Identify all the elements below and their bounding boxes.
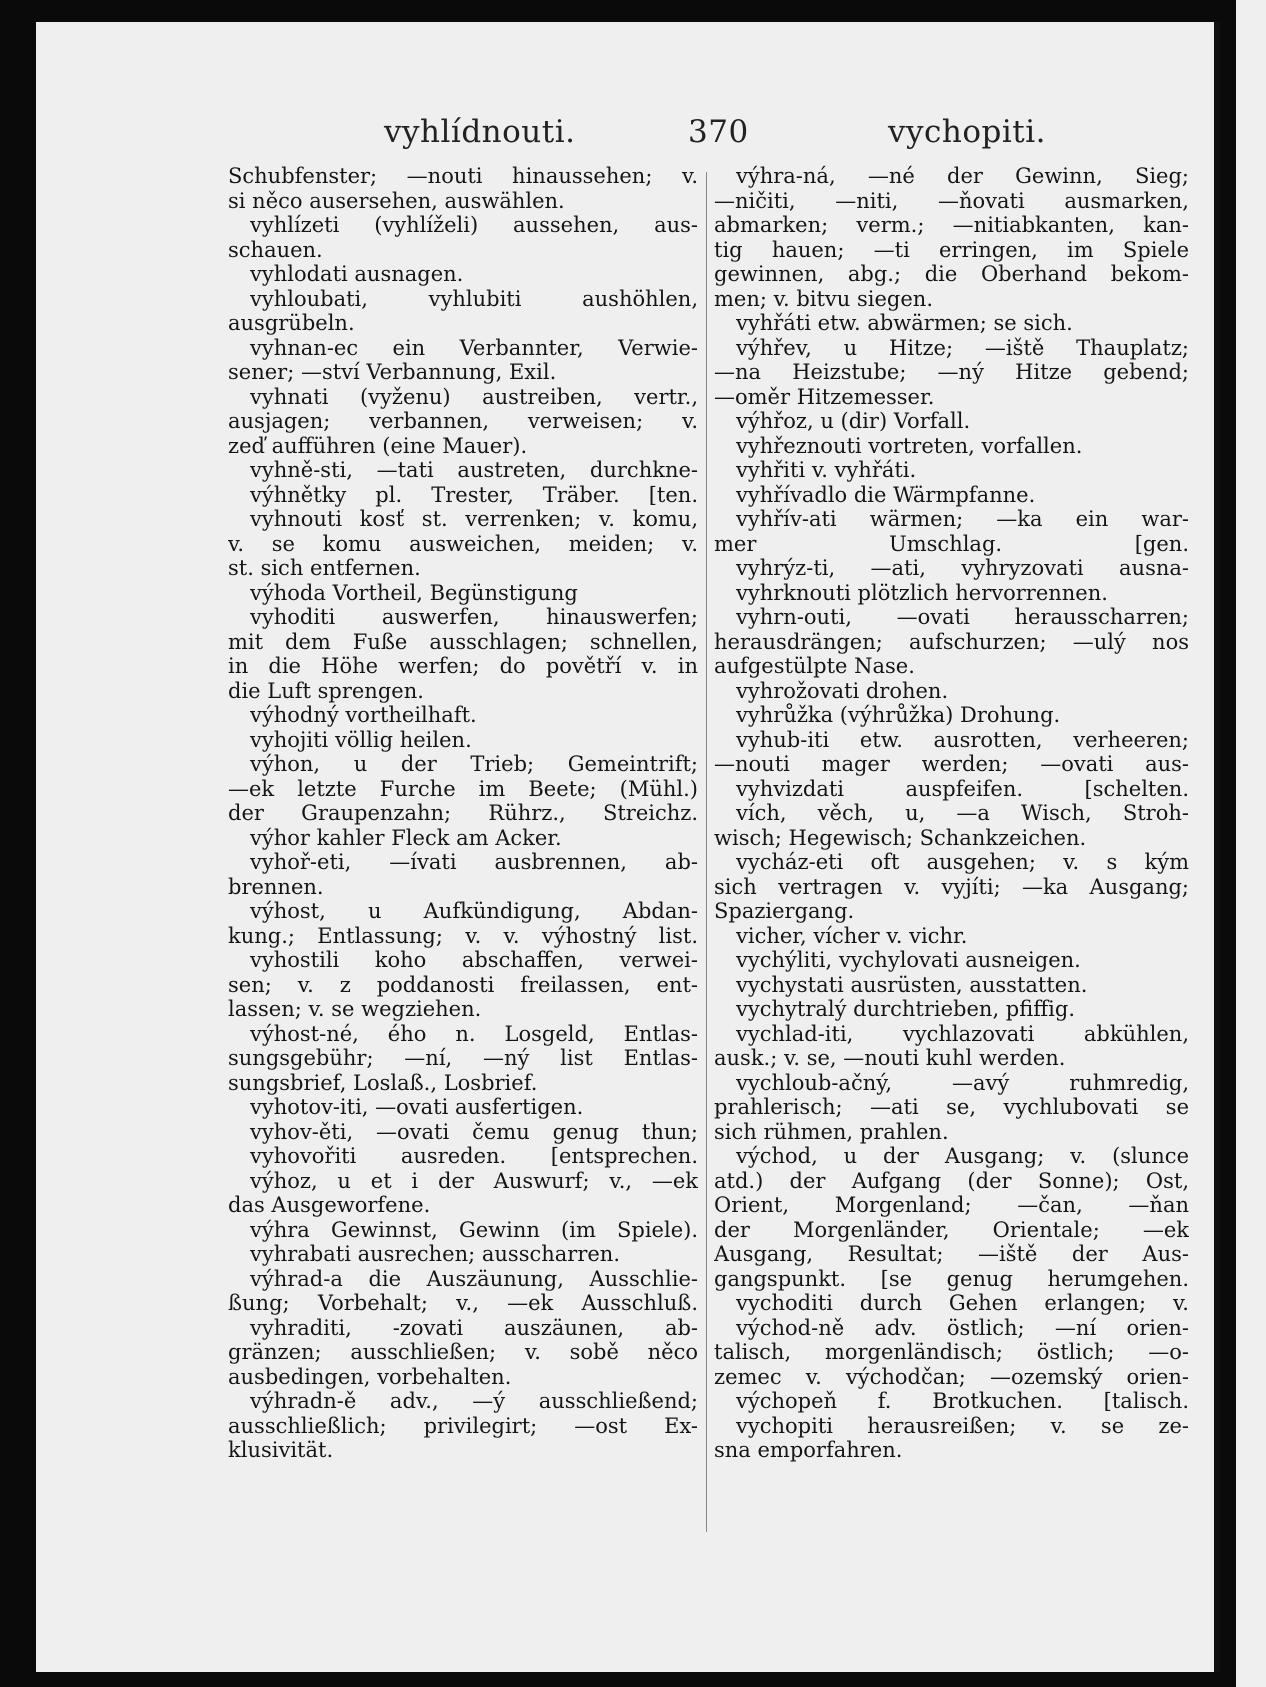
dictionary-line: vyhrabati ausrechen; ausscharren. — [250, 1242, 620, 1266]
dictionary-line: vyhrůžka (výhrůžka) Drohung. — [736, 703, 1061, 727]
dictionary-line: výchopeň f. Brotkuchen. [talisch. — [736, 1389, 1189, 1413]
dictionary-line: výhoda Vortheil, Begünstigung — [250, 580, 578, 605]
dictionary-line: —na Heizstube; —ný Hitze gebend; — [714, 360, 1189, 384]
dictionary-line: vychytralý durchtrieben, pfiffig. — [736, 997, 1075, 1021]
dictionary-line: vyhoř-eti, —ívati ausbrennen, ab- — [250, 850, 698, 874]
dictionary-line: vyhrknouti plötzlich hervorrennen. — [736, 580, 1108, 605]
dictionary-line: mit dem Fuße ausschlagen; schnellen, — [228, 629, 698, 654]
dictionary-line: der Graupenzahn; Rührz., Streichz. — [228, 801, 698, 825]
dictionary-line: výhost-né, ého n. Losgeld, Entlas- — [250, 1021, 698, 1046]
dictionary-line: vyhnati (vyženu) austreiben, vertr., — [250, 384, 698, 409]
dictionary-line: vyhřív-ati wärmen; —ka ein war- — [736, 507, 1189, 531]
left-column — [228, 164, 698, 1463]
dictionary-line: mer Umschlag. [gen. — [714, 531, 1189, 556]
dictionary-line: sen; v. z poddanosti freilassen, ent- — [228, 972, 698, 997]
dictionary-line: sungsgebühr; —ní, —ný list Entlas- — [228, 1046, 698, 1070]
left-guide-word: vyhlídnouti. — [384, 114, 576, 150]
dictionary-line: men; v. bitvu siegen. — [714, 286, 933, 311]
dictionary-line: v. se komu ausweichen, meiden; v. — [228, 531, 698, 556]
dictionary-line: vyhřáti etw. abwärmen; se sich. — [736, 311, 1073, 335]
dictionary-line: prahlerisch; —ati se, vychlubovati se — [714, 1095, 1189, 1119]
dictionary-line: ßung; Vorbehalt; v., —ek Ausschluß. — [228, 1291, 698, 1315]
dictionary-line: sener; —ství Verbannung, Exil. — [228, 360, 557, 384]
dictionary-line: výhost, u Aufkündigung, Abdan- — [250, 899, 698, 923]
dictionary-line: sungsbrief, Loslaß., Losbrief. — [228, 1070, 538, 1095]
dictionary-line: výhřev, u Hitze; —iště Thauplatz; — [736, 335, 1189, 360]
dictionary-line: vyhrn-outi, —ovati herausscharren; — [736, 605, 1189, 629]
dictionary-line: brennen. — [228, 874, 324, 899]
dictionary-line: vyhrýz-ti, —ati, vyhryzovati ausna- — [736, 556, 1189, 580]
dictionary-line: výhodný vortheilhaft. — [250, 703, 477, 727]
dictionary-line: gränzen; ausschließen; v. sobě něco — [228, 1340, 698, 1364]
dictionary-line: výhoz, u et i der Auswurf; v., —ek — [250, 1168, 698, 1193]
dictionary-line: aufgestülpte Nase. — [714, 654, 915, 678]
dictionary-line: vyhotov-iti, —ovati ausfertigen. — [250, 1095, 584, 1119]
dictionary-line: ausjagen; verbannen, verweisen; v. — [228, 409, 698, 433]
dictionary-line: schauen. — [228, 237, 323, 262]
dictionary-line: vích, věch, u, —a Wisch, Stroh- — [736, 801, 1189, 825]
column-rule — [706, 172, 707, 1532]
dictionary-line: vyhov-ěti, —ovati čemu genug thun; — [250, 1119, 698, 1144]
dictionary-line: vychystati ausrüsten, ausstatten. — [736, 972, 1088, 997]
dictionary-line: vychoditi durch Gehen erlangen; v. — [736, 1291, 1189, 1315]
dictionary-line: tig hauen; —ti erringen, im Spiele — [714, 237, 1189, 262]
dictionary-line: výhra Gewinnst, Gewinn (im Spiele). — [250, 1217, 698, 1242]
dictionary-line: sna emporfahren. — [714, 1438, 903, 1462]
dictionary-line: lassen; v. se wegziehen. — [228, 997, 482, 1021]
dictionary-line: vicher, vícher v. vichr. — [736, 923, 968, 948]
dictionary-line: herausdrängen; aufschurzen; —ulý nos — [714, 629, 1189, 654]
dictionary-line: das Ausgeworfene. — [228, 1193, 431, 1217]
dictionary-line: východ, u der Ausgang; v. (slunce — [736, 1144, 1189, 1168]
dictionary-line: vyhřívadlo die Wärmpfanne. — [736, 482, 1036, 507]
dictionary-line: vyhnouti kosť st. verrenken; v. komu, — [250, 507, 698, 531]
dictionary-line: vycház-eti oft ausgehen; v. s kým — [736, 850, 1189, 874]
dictionary-line: vyhostili koho abschaffen, verwei- — [250, 948, 698, 972]
dictionary-line: vyhnan-ec ein Verbannter, Verwie- — [250, 335, 698, 360]
dictionary-line: vychopiti herausreißen; v. se ze- — [736, 1413, 1189, 1438]
running-head — [76, 114, 1176, 154]
page-shadow-edge — [1214, 22, 1220, 1672]
dictionary-page — [36, 22, 1216, 1672]
dictionary-line: vyhloubati, vyhlubiti aushöhlen, — [250, 286, 698, 311]
dictionary-line: —ničiti, —niti, —ňovati ausmarken, — [714, 188, 1189, 213]
dictionary-line: gewinnen, abg.; die Oberhand bekom- — [714, 262, 1189, 286]
adjacent-page-edge — [1236, 0, 1266, 1687]
dictionary-line: vyhně-sti, —tati austreten, durchkne- — [250, 458, 698, 482]
dictionary-line: —oměr Hitzemesser. — [714, 384, 935, 409]
dictionary-line: vyhrožovati drohen. — [736, 678, 949, 703]
dictionary-line: die Luft sprengen. — [228, 678, 424, 703]
dictionary-line: vyhlodati ausnagen. — [250, 262, 464, 286]
dictionary-line: si něco ausersehen, auswählen. — [228, 188, 565, 213]
dictionary-line: výhra-ná, —né der Gewinn, Sieg; — [736, 164, 1189, 188]
dictionary-line: vyhvizdati auspfeifen. [schelten. — [736, 776, 1189, 801]
dictionary-line: zemec v. východčan; —ozemský orien- — [714, 1364, 1189, 1389]
dictionary-line: —nouti mager werden; —ovati aus- — [714, 752, 1189, 776]
dictionary-line: gangspunkt. [se genug herumgehen. — [714, 1266, 1189, 1291]
dictionary-line: východ-ně adv. östlich; —ní orien- — [736, 1315, 1189, 1340]
dictionary-line: sich vertragen v. vyjíti; —ka Ausgang; — [714, 874, 1189, 899]
dictionary-line: kung.; Entlassung; v. v. výhostný list. — [228, 923, 698, 948]
dictionary-line: vyhraditi, -zovati auszäunen, ab- — [250, 1315, 698, 1340]
page-number: 370 — [688, 114, 749, 150]
dictionary-line: vychýliti, vychylovati ausneigen. — [736, 948, 1081, 972]
dictionary-line: Orient, Morgenland; —čan, —ňan — [714, 1193, 1189, 1217]
dictionary-line: výhradn-ě adv., —ý ausschließend; — [250, 1389, 698, 1413]
dictionary-line: výhnětky pl. Trester, Träber. [ten. — [250, 482, 698, 507]
dictionary-line: atd.) der Aufgang (der Sonne); Ost, — [714, 1168, 1189, 1193]
dictionary-line: vyhojiti völlig heilen. — [250, 727, 472, 752]
dictionary-line: der Morgenländer, Orientale; —ek — [714, 1217, 1189, 1242]
dictionary-line: výhrad-a die Auszäunung, Ausschlie- — [250, 1266, 698, 1291]
dictionary-line: vyhlízeti (vyhlíželi) aussehen, aus- — [250, 213, 698, 237]
dictionary-line: ausk.; v. se, —nouti kuhl werden. — [714, 1046, 1066, 1070]
dictionary-line: abmarken; verm.; —nitiabkanten, kan- — [714, 213, 1189, 237]
dictionary-line: vyhřiti v. vyhřáti. — [736, 458, 917, 482]
right-column — [714, 164, 1189, 1463]
dictionary-line: vychloub-ačný, —avý ruhmredig, — [736, 1070, 1189, 1095]
dictionary-line: vyhovořiti ausreden. [entsprechen. — [250, 1144, 698, 1168]
dictionary-line: Ausgang, Resultat; —iště der Aus- — [714, 1242, 1189, 1266]
dictionary-line: vychlad-iti, vychlazovati abkühlen, — [736, 1021, 1189, 1046]
dictionary-line: wisch; Hegewisch; Schankzeichen. — [714, 825, 1087, 850]
dictionary-line: in die Höhe werfen; do povětří v. in — [228, 654, 698, 678]
dictionary-line: Schubfenster; —nouti hinaussehen; v. — [228, 164, 698, 188]
dictionary-line: klusivität. — [228, 1438, 334, 1462]
dictionary-line: ausschließlich; privilegirt; —ost Ex- — [228, 1413, 698, 1438]
dictionary-line: ausbedingen, vorbehalten. — [228, 1364, 512, 1389]
dictionary-line: vyhoditi auswerfen, hinauswerfen; — [250, 605, 698, 629]
dictionary-line: výhřoz, u (dir) Vorfall. — [736, 409, 971, 433]
dictionary-line: sich rühmen, prahlen. — [714, 1119, 949, 1144]
dictionary-line: výhon, u der Trieb; Gemeintrift; — [250, 752, 698, 776]
dictionary-line: ausgrübeln. — [228, 311, 355, 335]
dictionary-line: výhor kahler Fleck am Acker. — [250, 825, 562, 850]
dictionary-line: —ek letzte Furche im Beete; (Mühl.) — [228, 776, 698, 801]
dictionary-line: zeď aufführen (eine Mauer). — [228, 433, 528, 458]
dictionary-line: vyhřeznouti vortreten, vorfallen. — [736, 433, 1083, 458]
dictionary-line: st. sich entfernen. — [228, 556, 421, 580]
right-guide-word: vychopiti. — [888, 114, 1047, 150]
dictionary-line: Spaziergang. — [714, 899, 855, 923]
dictionary-line: vyhub-iti etw. ausrotten, verheeren; — [736, 727, 1189, 752]
dictionary-line: talisch, morgenländisch; östlich; —o- — [714, 1340, 1189, 1364]
